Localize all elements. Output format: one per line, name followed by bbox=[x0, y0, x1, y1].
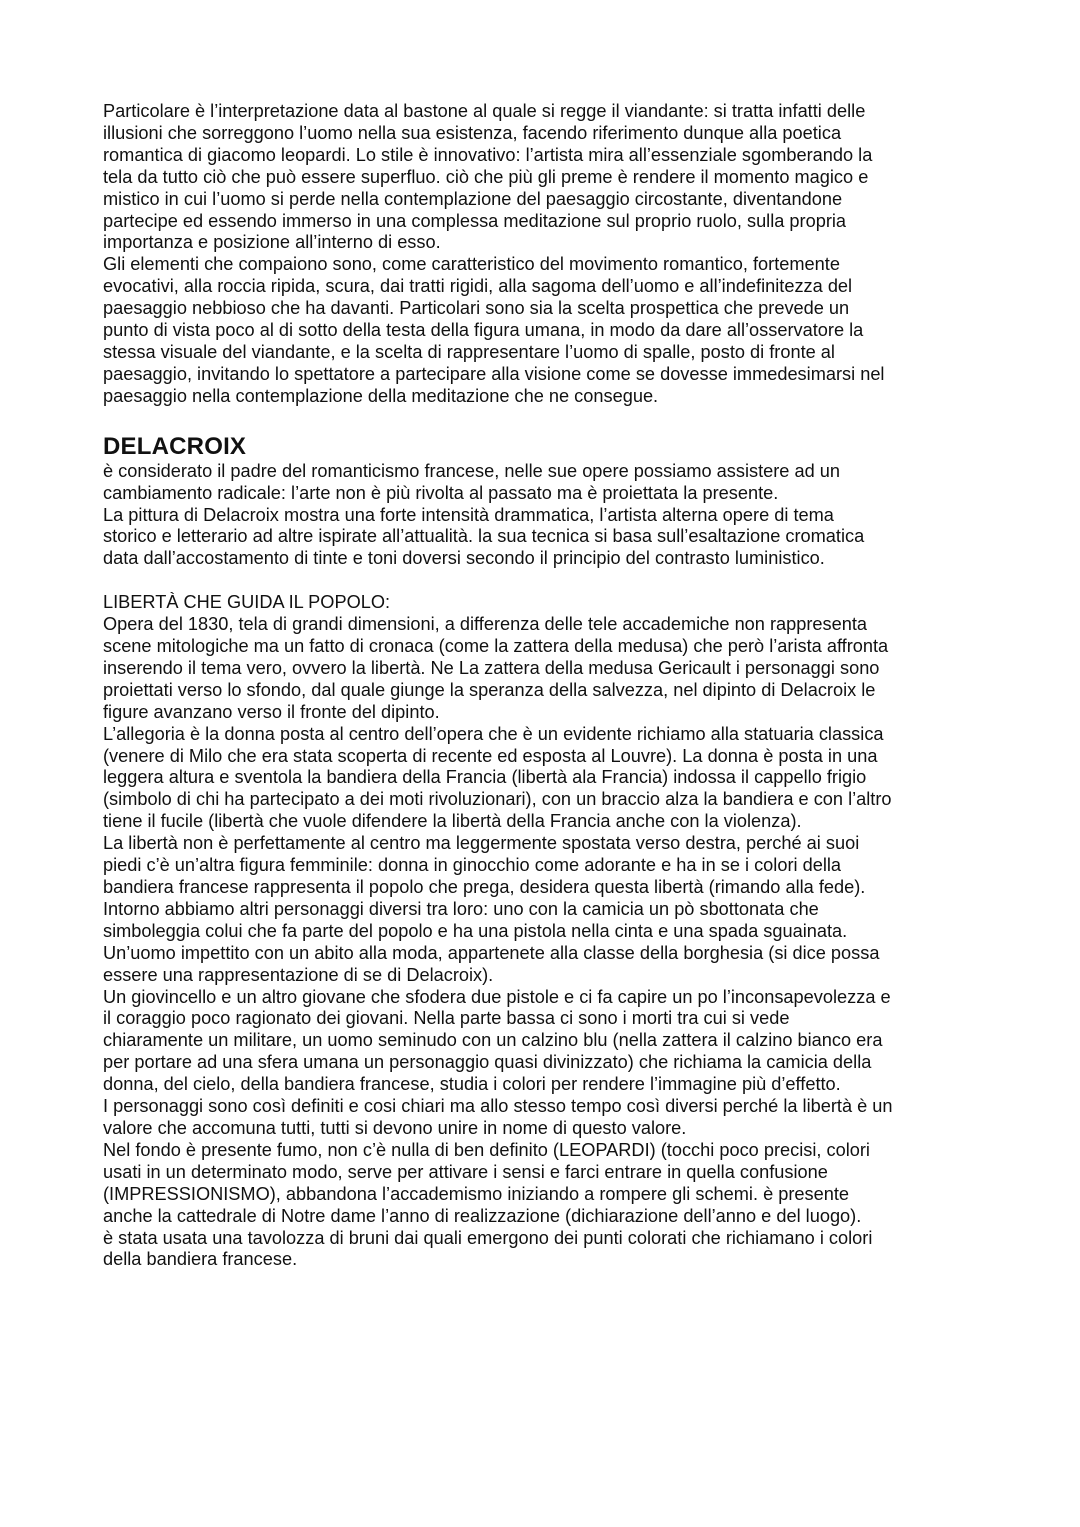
paragraph-bastone: Particolare è l’interpretazione data al bastone al quale si regge il viandante: si tratta infatti delle illusioni che sorreggono l’uomo nella sua esistenza, facendo riferimento dunque alla poetica romantica di giacomo leopardi. Lo stile è innovativo: l’artista mira all’essenziale sgomberando la tela da tutto ciò che può essere superfluo. ciò che più gli preme è rendere il momento magico e mistico in cui l’uomo si perde nella contemplazione del paesaggio circostante, diventandone partecipe ed essendo immerso in una complessa meditazione sul proprio ruolo, sulla propria importanza e posizione all’interno di esso. bbox=[103, 101, 873, 253]
paragraph-borghese: Un’uomo impettito con un abito alla moda, appartenete alla classe della borghesia (si dice possa essere una rappresentazione di se di Delacroix). bbox=[103, 942, 880, 985]
paragraph-padre-romanticismo: è considerato il padre del romanticismo francese, nelle sue opere possiamo assistere ad un cambiamento radicale: l’arte non è più rivolta al passato ma è proiettata la presente. bbox=[103, 460, 840, 503]
paragraph-posizione-liberta: La libertà non è perfettamente al centro ma leggermente spostata verso destra, perché ai suoi piedi c’è un’altra figura femminile: donna in ginocchio come adorante e ha in se i colori della bandiera francese rappresenta il popolo che prega, desidera questa libertà (rimando alla fede). bbox=[103, 833, 866, 897]
paragraph-elementi: Gli elementi che compaiono sono, come caratteristico del movimento romantico, fortemente evocativi, alla roccia ripida, scura, dai tratti rigidi, alla sagoma dell’uomo e all’indefinitezza del paesaggio nebbioso che ha davanti. Particolari sono sia la scelta prospettica che prevede un punto di vista poco al di sotto della testa della figura umana, in modo da dare all’osservatore la stessa visuale del viandante, e la scelta di rappresentare l’uomo di spalle, posto di fronte al paesaggio, invitando lo spettatore a partecipare alla visione come se dovesse immedesimarsi nel paesaggio nella contemplazione della meditazione che ne consegue. bbox=[103, 254, 885, 406]
paragraph-tavolozza: è stata usata una tavolozza di bruni dai quali emergono dei punti colorati che richiamano i colori della bandiera francese. bbox=[103, 1227, 873, 1270]
delacroix-section bbox=[103, 432, 983, 571]
liberta-section bbox=[103, 592, 983, 1271]
friedrich-section bbox=[103, 101, 983, 408]
paragraph-giovani-morti: Un giovincello e un altro giovane che sfodera due pistole e ci fa capire un po l’inconsapevolezza e il coraggio poco ragionato dei giovani. Nella parte bassa ci sono i morti tra cui si vede chiaramente un militare, un uomo seminudo con un calzino blu (nella zattera il calzino bianco era per portare ad una sfera umana un personaggio quasi divinizzato) che richiama la camicia della donna, del cielo, della bandiera francese, studia i colori per rendere l’immagine più d’effetto. bbox=[103, 986, 891, 1095]
section-heading-delacroix: DELACROIX bbox=[103, 432, 247, 460]
document-page bbox=[103, 101, 983, 1271]
paragraph-allegoria: L’allegoria è la donna posta al centro dell’opera che è un evidente richiamo alla statuaria classica (venere di Milo che era stata scoperta di recente ed esposta al Louvre). La donna è posta in una leggera altura e sventola la bandiera della Francia (libertà ala Francia) indossa il cappello frigio (simbolo di chi ha partecipato a dei moti rivoluzionari), con un braccio alza la bandiera e con l’altro tiene il fucile (libertà che vuole difendere la libertà della Francia anche con la violenza). bbox=[103, 723, 892, 832]
paragraph-fondo-fumo: Nel fondo è presente fumo, non c’è nulla di ben definito (LEOPARDI) (tocchi poco precisi, colori usati in un determinato modo, serve per attivare i sensi e farci entrare in quella confusione (IMPRESSIONISMO), abbandona l’accademismo iniziando a rompere gli schemi. è presente anche la cattedrale di Notre dame l’anno di realizzazione (dichiarazione dell’anno e del luogo). bbox=[103, 1139, 870, 1226]
paragraph-pittura: La pittura di Delacroix mostra una forte intensità drammatica, l’artista alterna opere di tema storico e letterario ad altre ispirate all’attualità. la sua tecnica si basa sull’esaltazione cromatica data dall’accostamento di tinte e toni doversi secondo il principio del contrasto luministico. bbox=[103, 504, 865, 569]
subheading-liberta: LIBERTÀ CHE GUIDA IL POPOLO: bbox=[103, 592, 391, 613]
paragraph-opera-1830: Opera del 1830, tela di grandi dimensioni, a differenza delle tele accademiche non rappresenta scene mitologiche ma un fatto di cronaca (come la zattera della medusa) che però l’arista affronta inserendo il tema vero, ovvero la libertà. Ne La zattera della medusa Gericault i personaggi sono proiettati verso lo sfondo, dal quale giunge la speranza della salvezza, nel dipinto di Delacroix le figure avanzano verso il fronte del dipinto. bbox=[103, 614, 889, 722]
paragraph-personaggi-definiti: I personaggi sono così definiti e cosi chiari ma allo stesso tempo così diversi perché la libertà è un valore che accomuna tutti, tutti si devono unire in nome di questo valore. bbox=[103, 1096, 893, 1138]
paragraph-personaggi-intorno: Intorno abbiamo altri personaggi diversi tra loro: uno con la camicia un pò sbottonata che simboleggia colui che fa parte del popolo e ha una pistola nella cinta e una spada sguainata. bbox=[103, 898, 848, 941]
